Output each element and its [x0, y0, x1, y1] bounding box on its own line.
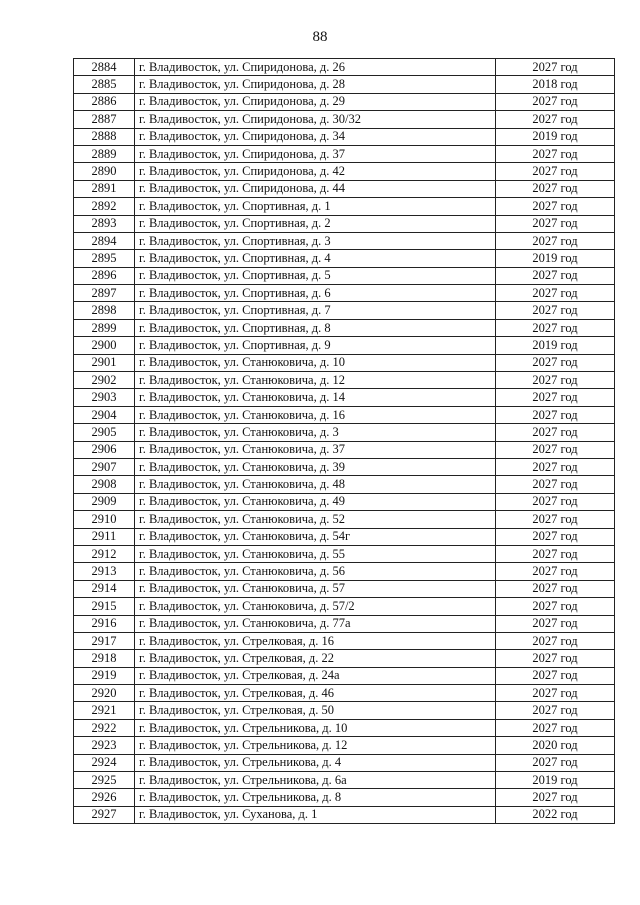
- year-cell: 2027 год: [496, 719, 615, 736]
- year-cell: 2027 год: [496, 145, 615, 162]
- table-row: [74, 650, 615, 667]
- table-row: [74, 145, 615, 162]
- address-cell: г. Владивосток, ул. Спиридонова, д. 44: [135, 180, 496, 197]
- year-cell: 2027 год: [496, 493, 615, 510]
- table-row: [74, 267, 615, 284]
- year-cell: 2027 год: [496, 580, 615, 597]
- row-number-cell: 2927: [74, 806, 135, 823]
- table-row: [74, 580, 615, 597]
- row-number-cell: 2909: [74, 493, 135, 510]
- table-row: [74, 372, 615, 389]
- address-cell: г. Владивосток, ул. Спиридонова, д. 42: [135, 163, 496, 180]
- table-row: [74, 285, 615, 302]
- address-cell: г. Владивосток, ул. Спортивная, д. 8: [135, 319, 496, 336]
- row-number-cell: 2894: [74, 232, 135, 249]
- table-row: [74, 354, 615, 371]
- row-number-cell: 2914: [74, 580, 135, 597]
- year-cell: 2027 год: [496, 406, 615, 423]
- year-cell: 2019 год: [496, 337, 615, 354]
- address-cell: г. Владивосток, ул. Спиридонова, д. 28: [135, 76, 496, 93]
- row-number-cell: 2904: [74, 406, 135, 423]
- address-cell: г. Владивосток, ул. Стрельникова, д. 6а: [135, 772, 496, 789]
- address-cell: г. Владивосток, ул. Станюковича, д. 12: [135, 372, 496, 389]
- year-cell: 2027 год: [496, 545, 615, 562]
- table-row: [74, 806, 615, 823]
- year-cell: 2027 год: [496, 215, 615, 232]
- address-cell: г. Владивосток, ул. Суханова, д. 1: [135, 806, 496, 823]
- table-row: [74, 93, 615, 110]
- row-number-cell: 2893: [74, 215, 135, 232]
- row-number-cell: 2899: [74, 319, 135, 336]
- row-number-cell: 2906: [74, 441, 135, 458]
- row-number-cell: 2925: [74, 772, 135, 789]
- table-row: [74, 319, 615, 336]
- address-cell: г. Владивосток, ул. Станюковича, д. 52: [135, 511, 496, 528]
- row-number-cell: 2908: [74, 476, 135, 493]
- year-cell: 2027 год: [496, 111, 615, 128]
- address-cell: г. Владивосток, ул. Станюковича, д. 57/2: [135, 598, 496, 615]
- table-row: [74, 545, 615, 562]
- address-cell: г. Владивосток, ул. Спортивная, д. 3: [135, 232, 496, 249]
- year-cell: 2027 год: [496, 702, 615, 719]
- row-number-cell: 2921: [74, 702, 135, 719]
- table-row: [74, 406, 615, 423]
- row-number-cell: 2910: [74, 511, 135, 528]
- address-cell: г. Владивосток, ул. Стрелковая, д. 50: [135, 702, 496, 719]
- address-cell: г. Владивосток, ул. Спиридонова, д. 30/32: [135, 111, 496, 128]
- address-cell: г. Владивосток, ул. Стрельникова, д. 8: [135, 789, 496, 806]
- row-number-cell: 2916: [74, 615, 135, 632]
- table-row: [74, 111, 615, 128]
- table-row: [74, 632, 615, 649]
- year-cell: 2027 год: [496, 424, 615, 441]
- row-number-cell: 2901: [74, 354, 135, 371]
- address-cell: г. Владивосток, ул. Спиридонова, д. 26: [135, 59, 496, 76]
- table-row: [74, 76, 615, 93]
- table-row: [74, 563, 615, 580]
- table-row: [74, 685, 615, 702]
- address-cell: г. Владивосток, ул. Стрелковая, д. 16: [135, 632, 496, 649]
- address-cell: г. Владивосток, ул. Станюковича, д. 14: [135, 389, 496, 406]
- row-number-cell: 2911: [74, 528, 135, 545]
- table-row: [74, 754, 615, 771]
- table-row: [74, 598, 615, 615]
- address-cell: г. Владивосток, ул. Стрелковая, д. 24а: [135, 667, 496, 684]
- table-row: [74, 250, 615, 267]
- address-cell: г. Владивосток, ул. Спиридонова, д. 37: [135, 145, 496, 162]
- year-cell: 2027 год: [496, 458, 615, 475]
- table-row: [74, 737, 615, 754]
- address-cell: г. Владивосток, ул. Спиридонова, д. 29: [135, 93, 496, 110]
- table-row: [74, 511, 615, 528]
- year-cell: 2022 год: [496, 806, 615, 823]
- year-cell: 2027 год: [496, 319, 615, 336]
- address-cell: г. Владивосток, ул. Спортивная, д. 4: [135, 250, 496, 267]
- address-cell: г. Владивосток, ул. Станюковича, д. 10: [135, 354, 496, 371]
- row-number-cell: 2919: [74, 667, 135, 684]
- year-cell: 2027 год: [496, 528, 615, 545]
- row-number-cell: 2922: [74, 719, 135, 736]
- table-row: [74, 528, 615, 545]
- row-number-cell: 2889: [74, 145, 135, 162]
- table-row: [74, 615, 615, 632]
- table-row: [74, 215, 615, 232]
- year-cell: 2027 год: [496, 563, 615, 580]
- year-cell: 2027 год: [496, 354, 615, 371]
- address-cell: г. Владивосток, ул. Стрельникова, д. 10: [135, 719, 496, 736]
- year-cell: 2027 год: [496, 198, 615, 215]
- year-cell: 2027 год: [496, 598, 615, 615]
- address-cell: г. Владивосток, ул. Станюковича, д. 37: [135, 441, 496, 458]
- row-number-cell: 2924: [74, 754, 135, 771]
- row-number-cell: 2902: [74, 372, 135, 389]
- row-number-cell: 2917: [74, 632, 135, 649]
- year-cell: 2027 год: [496, 285, 615, 302]
- address-table: [73, 58, 615, 824]
- row-number-cell: 2905: [74, 424, 135, 441]
- address-cell: г. Владивосток, ул. Станюковича, д. 49: [135, 493, 496, 510]
- row-number-cell: 2913: [74, 563, 135, 580]
- address-cell: г. Владивосток, ул. Станюковича, д. 77а: [135, 615, 496, 632]
- row-number-cell: 2890: [74, 163, 135, 180]
- address-cell: г. Владивосток, ул. Станюковича, д. 39: [135, 458, 496, 475]
- table-row: [74, 458, 615, 475]
- table-row: [74, 772, 615, 789]
- year-cell: 2020 год: [496, 737, 615, 754]
- address-cell: г. Владивосток, ул. Спортивная, д. 1: [135, 198, 496, 215]
- address-cell: г. Владивосток, ул. Станюковича, д. 54г: [135, 528, 496, 545]
- year-cell: 2027 год: [496, 632, 615, 649]
- year-cell: 2019 год: [496, 128, 615, 145]
- year-cell: 2027 год: [496, 685, 615, 702]
- address-cell: г. Владивосток, ул. Станюковича, д. 48: [135, 476, 496, 493]
- row-number-cell: 2886: [74, 93, 135, 110]
- address-cell: г. Владивосток, ул. Станюковича, д. 56: [135, 563, 496, 580]
- address-cell: г. Владивосток, ул. Спортивная, д. 2: [135, 215, 496, 232]
- table-body: [74, 59, 615, 824]
- year-cell: 2027 год: [496, 441, 615, 458]
- year-cell: 2027 год: [496, 372, 615, 389]
- year-cell: 2027 год: [496, 789, 615, 806]
- table-row: [74, 198, 615, 215]
- address-cell: г. Владивосток, ул. Станюковича, д. 3: [135, 424, 496, 441]
- year-cell: 2018 год: [496, 76, 615, 93]
- table-row: [74, 232, 615, 249]
- table-row: [74, 789, 615, 806]
- row-number-cell: 2888: [74, 128, 135, 145]
- table-row: [74, 719, 615, 736]
- table-row: [74, 163, 615, 180]
- year-cell: 2027 год: [496, 93, 615, 110]
- year-cell: 2027 год: [496, 511, 615, 528]
- address-cell: г. Владивосток, ул. Станюковича, д. 16: [135, 406, 496, 423]
- address-cell: г. Владивосток, ул. Спортивная, д. 7: [135, 302, 496, 319]
- table-row: [74, 302, 615, 319]
- row-number-cell: 2915: [74, 598, 135, 615]
- address-cell: г. Владивосток, ул. Станюковича, д. 57: [135, 580, 496, 597]
- row-number-cell: 2884: [74, 59, 135, 76]
- table-row: [74, 702, 615, 719]
- year-cell: 2019 год: [496, 250, 615, 267]
- table-row: [74, 128, 615, 145]
- table-row: [74, 337, 615, 354]
- address-cell: г. Владивосток, ул. Стрелковая, д. 46: [135, 685, 496, 702]
- row-number-cell: 2920: [74, 685, 135, 702]
- table-row: [74, 476, 615, 493]
- row-number-cell: 2898: [74, 302, 135, 319]
- row-number-cell: 2903: [74, 389, 135, 406]
- address-cell: г. Владивосток, ул. Стрельникова, д. 12: [135, 737, 496, 754]
- address-cell: г. Владивосток, ул. Станюковича, д. 55: [135, 545, 496, 562]
- row-number-cell: 2897: [74, 285, 135, 302]
- year-cell: 2027 год: [496, 476, 615, 493]
- row-number-cell: 2923: [74, 737, 135, 754]
- year-cell: 2027 год: [496, 302, 615, 319]
- row-number-cell: 2891: [74, 180, 135, 197]
- table-row: [74, 180, 615, 197]
- year-cell: 2027 год: [496, 267, 615, 284]
- year-cell: 2027 год: [496, 180, 615, 197]
- address-cell: г. Владивосток, ул. Спортивная, д. 6: [135, 285, 496, 302]
- year-cell: 2027 год: [496, 754, 615, 771]
- row-number-cell: 2926: [74, 789, 135, 806]
- row-number-cell: 2912: [74, 545, 135, 562]
- year-cell: 2027 год: [496, 389, 615, 406]
- row-number-cell: 2895: [74, 250, 135, 267]
- row-number-cell: 2887: [74, 111, 135, 128]
- table-row: [74, 424, 615, 441]
- address-cell: г. Владивосток, ул. Стрельникова, д. 4: [135, 754, 496, 771]
- row-number-cell: 2896: [74, 267, 135, 284]
- table-row: [74, 389, 615, 406]
- year-cell: 2027 год: [496, 667, 615, 684]
- row-number-cell: 2918: [74, 650, 135, 667]
- address-cell: г. Владивосток, ул. Спиридонова, д. 34: [135, 128, 496, 145]
- year-cell: 2027 год: [496, 615, 615, 632]
- table-row: [74, 667, 615, 684]
- page-number: 88: [312, 29, 328, 45]
- address-cell: г. Владивосток, ул. Спортивная, д. 9: [135, 337, 496, 354]
- row-number-cell: 2885: [74, 76, 135, 93]
- table-row: [74, 493, 615, 510]
- year-cell: 2027 год: [496, 163, 615, 180]
- address-cell: г. Владивосток, ул. Спортивная, д. 5: [135, 267, 496, 284]
- year-cell: 2019 год: [496, 772, 615, 789]
- year-cell: 2027 год: [496, 650, 615, 667]
- address-cell: г. Владивосток, ул. Стрелковая, д. 22: [135, 650, 496, 667]
- row-number-cell: 2900: [74, 337, 135, 354]
- table-row: [74, 441, 615, 458]
- year-cell: 2027 год: [496, 59, 615, 76]
- year-cell: 2027 год: [496, 232, 615, 249]
- row-number-cell: 2907: [74, 458, 135, 475]
- table-row: [74, 59, 615, 76]
- row-number-cell: 2892: [74, 198, 135, 215]
